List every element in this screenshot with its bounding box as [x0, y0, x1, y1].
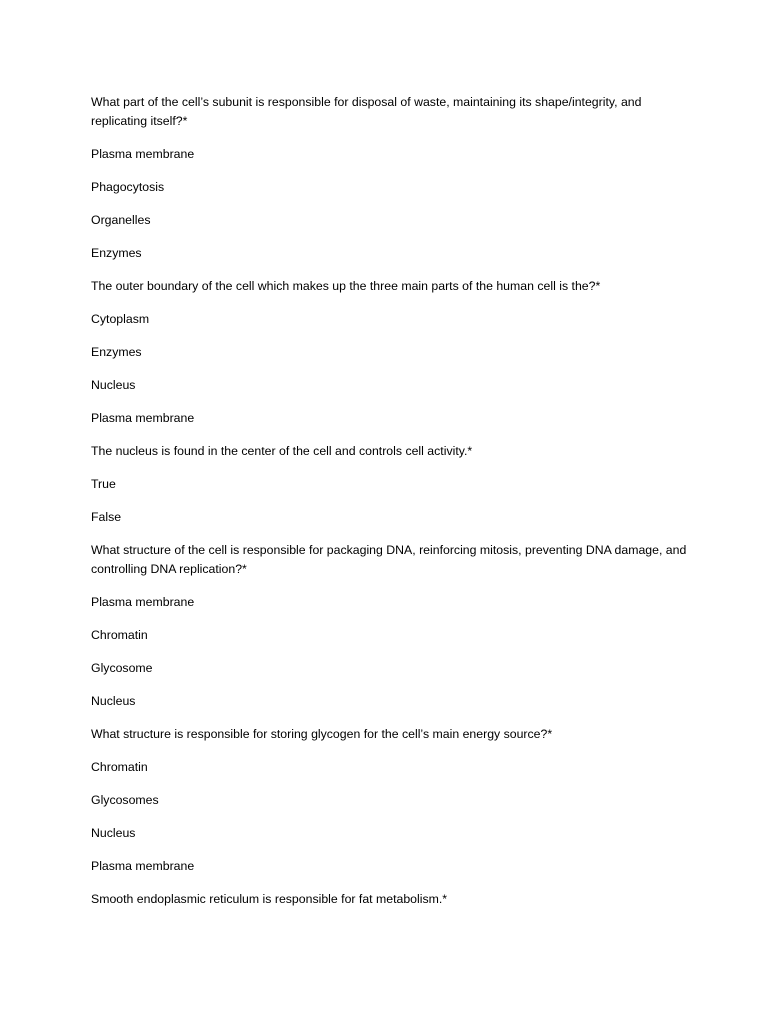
question-3-option-1: True: [91, 477, 116, 491]
question-1-option-2: Phagocytosis: [91, 180, 165, 194]
question-2-option-3: Nucleus: [91, 378, 136, 392]
question-1: What part of the cell’s subunit is responsible for disposal of waste, maintaining its shape/integrity, and replicating itself?*: [91, 95, 642, 128]
question-5: What structure is responsible for storing glycogen for the cell’s main energy source?*: [91, 727, 553, 741]
question-5-option-4: Plasma membrane: [91, 859, 195, 873]
question-5-option-2: Glycosomes: [91, 793, 159, 807]
question-3-option-2: False: [91, 510, 122, 524]
question-2: The outer boundary of the cell which makes up the three main parts of the human cell is the?*: [91, 279, 601, 293]
question-3: The nucleus is found in the center of the cell and controls cell activity.*: [91, 444, 473, 458]
question-4: What structure of the cell is responsible for packaging DNA, reinforcing mitosis, preventing DNA damage, and controlling DNA replication?*: [91, 543, 687, 576]
question-2-option-2: Enzymes: [91, 345, 142, 359]
question-6: Smooth endoplasmic reticulum is responsible for fat metabolism.*: [91, 892, 448, 906]
question-4-option-1: Plasma membrane: [91, 595, 195, 609]
question-4-option-4: Nucleus: [91, 694, 136, 708]
question-5-option-3: Nucleus: [91, 826, 136, 840]
question-2-option-1: Cytoplasm: [91, 312, 150, 326]
question-1-option-4: Enzymes: [91, 246, 142, 260]
question-4-option-3: Glycosome: [91, 661, 153, 675]
question-1-option-1: Plasma membrane: [91, 147, 195, 161]
question-5-option-1: Chromatin: [91, 760, 148, 774]
question-1-option-3: Organelles: [91, 213, 151, 227]
quiz-content: [91, 93, 691, 909]
question-2-option-4: Plasma membrane: [91, 411, 195, 425]
question-4-option-2: Chromatin: [91, 628, 148, 642]
